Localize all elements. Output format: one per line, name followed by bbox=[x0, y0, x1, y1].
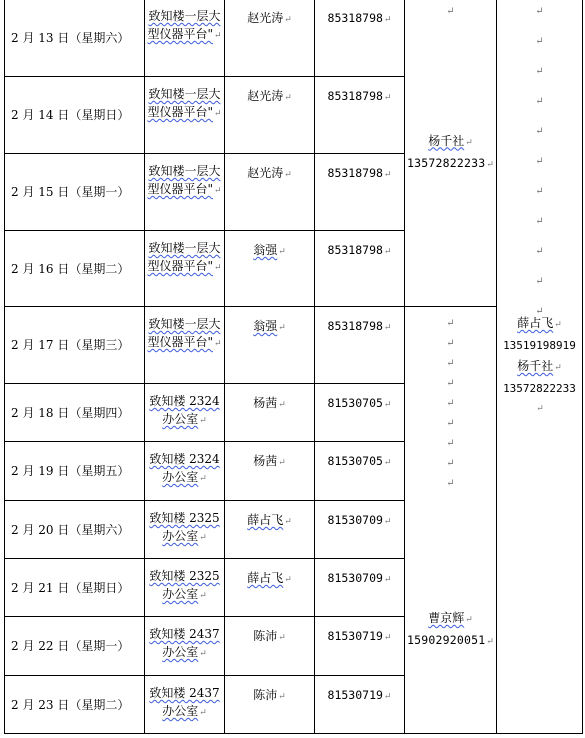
person-cell bbox=[225, 154, 315, 231]
place-text: 致知楼一层大型仪器平台" bbox=[147, 87, 221, 119]
supervisor-phone: 13572822233 bbox=[503, 382, 576, 395]
paragraph-marks: ↵ bbox=[446, 6, 455, 17]
phone-cell bbox=[315, 442, 405, 501]
place-text: 致知楼 2437 办公室 bbox=[149, 627, 220, 659]
paragraph-mark-icon: ↵ bbox=[199, 591, 207, 601]
paragraph-mark-icon: ↵ bbox=[199, 708, 207, 718]
paragraph-mark-icon: ↵ bbox=[284, 517, 292, 527]
supervisor-name: 薛占飞 bbox=[517, 316, 554, 330]
paragraph-mark-icon: ↵ bbox=[278, 633, 286, 643]
paragraph-mark-icon: ↵ bbox=[486, 637, 494, 647]
leader-phone: 13572822233 bbox=[407, 155, 486, 170]
paragraph-mark-icon: ↵ bbox=[536, 404, 544, 414]
paragraph-mark-icon: ↵ bbox=[383, 323, 392, 333]
place-text: 致知楼一层大型仪器平台" bbox=[147, 241, 221, 273]
person-name: 杨茜 bbox=[253, 454, 278, 468]
paragraph-mark-icon: ↵ bbox=[486, 159, 494, 170]
place-cell bbox=[145, 0, 225, 77]
place-text: 致知楼一层大型仪器平台" bbox=[147, 9, 221, 41]
person-name: 翁强 bbox=[253, 243, 278, 257]
place-cell bbox=[145, 231, 225, 307]
paragraph-mark-icon: ↵ bbox=[199, 474, 207, 484]
place-cell bbox=[145, 384, 225, 442]
person-name: 薛占飞 bbox=[247, 513, 284, 527]
paragraph-marks: ↵ ↵ ↵ ↵ ↵ ↵ ↵ ↵ ↵ bbox=[446, 318, 455, 489]
date-cell: 2 月 14 日（星期日） bbox=[5, 77, 145, 154]
paragraph-mark-icon: ↵ bbox=[213, 109, 222, 119]
paragraph-mark-icon: ↵ bbox=[383, 93, 392, 103]
date-cell: 2 月 19 日（星期五） bbox=[5, 442, 145, 501]
paragraph-mark-icon: ↵ bbox=[383, 692, 392, 702]
place-cell bbox=[145, 501, 225, 559]
phone-number: 85318798 bbox=[327, 11, 383, 25]
leader-contact bbox=[407, 608, 494, 652]
person-cell bbox=[225, 617, 315, 676]
phone-cell bbox=[315, 231, 405, 307]
place-text: 致知楼 2324 办公室 bbox=[149, 394, 220, 426]
phone-number: 85318798 bbox=[327, 319, 383, 333]
paragraph-mark-icon: ↵ bbox=[554, 363, 562, 373]
table-row bbox=[5, 307, 583, 384]
date-cell: 2 月 22 日（星期一） bbox=[5, 617, 145, 676]
phone-cell bbox=[315, 0, 405, 77]
leader-contact bbox=[407, 131, 494, 175]
person-cell bbox=[225, 0, 315, 77]
paragraph-mark-icon: ↵ bbox=[213, 339, 222, 349]
person-cell bbox=[225, 231, 315, 307]
phone-number: 85318798 bbox=[327, 166, 383, 180]
person-cell bbox=[225, 384, 315, 442]
paragraph-mark-icon: ↵ bbox=[278, 692, 286, 702]
leader-name: 曹京辉 bbox=[428, 611, 465, 625]
paragraph-mark-icon: ↵ bbox=[199, 533, 207, 543]
paragraph-mark-icon: ↵ bbox=[213, 31, 222, 41]
phone-number: 81530709 bbox=[327, 571, 383, 585]
phone-cell bbox=[315, 559, 405, 617]
place-text: 致知楼 2437 办公室 bbox=[149, 686, 220, 718]
paragraph-mark-icon: ↵ bbox=[383, 517, 392, 527]
leader-name: 杨千社 bbox=[428, 133, 465, 148]
date-cell: 2 月 16 日（星期二） bbox=[5, 231, 145, 307]
phone-cell bbox=[315, 307, 405, 384]
paragraph-mark-icon: ↵ bbox=[383, 633, 392, 643]
phone-number: 81530719 bbox=[327, 629, 383, 643]
person-cell bbox=[225, 676, 315, 734]
paragraph-mark-icon: ↵ bbox=[284, 15, 292, 25]
place-text: 致知楼一层大型仪器平台" bbox=[147, 164, 221, 196]
place-text: 致知楼 2324 办公室 bbox=[149, 452, 220, 484]
person-cell bbox=[225, 442, 315, 501]
place-text: 致知楼一层大型仪器平台" bbox=[147, 317, 221, 349]
person-cell bbox=[225, 307, 315, 384]
paragraph-mark-icon: ↵ bbox=[465, 615, 473, 625]
person-name: 赵光涛 bbox=[247, 11, 284, 25]
phone-number: 81530719 bbox=[327, 688, 383, 702]
place-cell bbox=[145, 77, 225, 154]
paragraph-mark-icon: ↵ bbox=[199, 649, 207, 659]
phone-number: 85318798 bbox=[327, 243, 383, 257]
person-cell bbox=[225, 501, 315, 559]
paragraph-mark-icon: ↵ bbox=[213, 263, 222, 273]
paragraph-mark-icon: ↵ bbox=[554, 320, 562, 330]
paragraph-mark-icon: ↵ bbox=[383, 400, 392, 410]
paragraph-mark-icon: ↵ bbox=[284, 575, 292, 585]
date-cell: 2 月 21 日（星期日） bbox=[5, 559, 145, 617]
paragraph-mark-icon: ↵ bbox=[465, 137, 473, 148]
person-name: 赵光涛 bbox=[247, 89, 284, 103]
paragraph-mark-icon: ↵ bbox=[383, 458, 392, 468]
person-cell bbox=[225, 77, 315, 154]
leader-cell-group-2 bbox=[405, 307, 497, 734]
table-row bbox=[5, 0, 583, 77]
phone-number: 81530705 bbox=[327, 454, 383, 468]
place-cell bbox=[145, 307, 225, 384]
person-name: 赵光涛 bbox=[247, 166, 284, 180]
paragraph-mark-icon: ↵ bbox=[383, 15, 392, 25]
place-cell bbox=[145, 442, 225, 501]
supervisor-cell bbox=[497, 0, 583, 734]
phone-cell bbox=[315, 617, 405, 676]
paragraph-mark-icon: ↵ bbox=[278, 458, 286, 468]
paragraph-mark-icon: ↵ bbox=[278, 323, 286, 333]
date-cell: 2 月 17 日（星期三） bbox=[5, 307, 145, 384]
paragraph-mark-icon: ↵ bbox=[383, 575, 392, 585]
date-cell: 2 月 23 日（星期二） bbox=[5, 676, 145, 734]
date-cell: 2 月 15 日（星期一） bbox=[5, 154, 145, 231]
paragraph-marks: ↵ ↵ ↵ ↵ ↵ ↵ ↵ ↵ ↵ ↵ ↵ bbox=[535, 6, 544, 317]
person-name: 陈沛 bbox=[253, 629, 278, 643]
place-cell bbox=[145, 676, 225, 734]
paragraph-mark-icon: ↵ bbox=[278, 247, 286, 257]
place-cell bbox=[145, 154, 225, 231]
person-name: 杨茜 bbox=[253, 396, 278, 410]
paragraph-mark-icon: ↵ bbox=[284, 93, 292, 103]
duty-schedule-table bbox=[4, 0, 583, 734]
phone-number: 81530709 bbox=[327, 513, 383, 527]
person-name: 翁强 bbox=[253, 319, 278, 333]
paragraph-mark-icon: ↵ bbox=[213, 186, 222, 196]
paragraph-mark-icon: ↵ bbox=[383, 247, 392, 257]
place-text: 致知楼 2325 办公室 bbox=[149, 511, 220, 543]
phone-cell bbox=[315, 676, 405, 734]
paragraph-mark-icon: ↵ bbox=[278, 400, 286, 410]
supervisor-phone: 13519198919 bbox=[503, 339, 576, 352]
date-cell: 2 月 13 日（星期六） bbox=[5, 0, 145, 77]
phone-cell bbox=[315, 154, 405, 231]
paragraph-mark-icon: ↵ bbox=[199, 416, 207, 426]
phone-number: 81530705 bbox=[327, 396, 383, 410]
paragraph-mark-icon: ↵ bbox=[284, 170, 292, 180]
phone-cell bbox=[315, 384, 405, 442]
person-cell bbox=[225, 559, 315, 617]
supervisor-contacts bbox=[503, 313, 576, 419]
date-cell: 2 月 18 日（星期四） bbox=[5, 384, 145, 442]
person-name: 陈沛 bbox=[253, 688, 278, 702]
place-text: 致知楼 2325 办公室 bbox=[149, 569, 220, 601]
place-cell bbox=[145, 617, 225, 676]
leader-phone: 15902920051 bbox=[407, 633, 486, 647]
leader-cell-group-1 bbox=[405, 0, 497, 307]
paragraph-mark-icon: ↵ bbox=[383, 170, 392, 180]
phone-cell bbox=[315, 501, 405, 559]
phone-cell bbox=[315, 77, 405, 154]
supervisor-name: 杨千社 bbox=[517, 359, 554, 373]
place-cell bbox=[145, 559, 225, 617]
person-name: 薛占飞 bbox=[247, 571, 284, 585]
phone-number: 85318798 bbox=[327, 89, 383, 103]
date-cell: 2 月 20 日（星期六） bbox=[5, 501, 145, 559]
